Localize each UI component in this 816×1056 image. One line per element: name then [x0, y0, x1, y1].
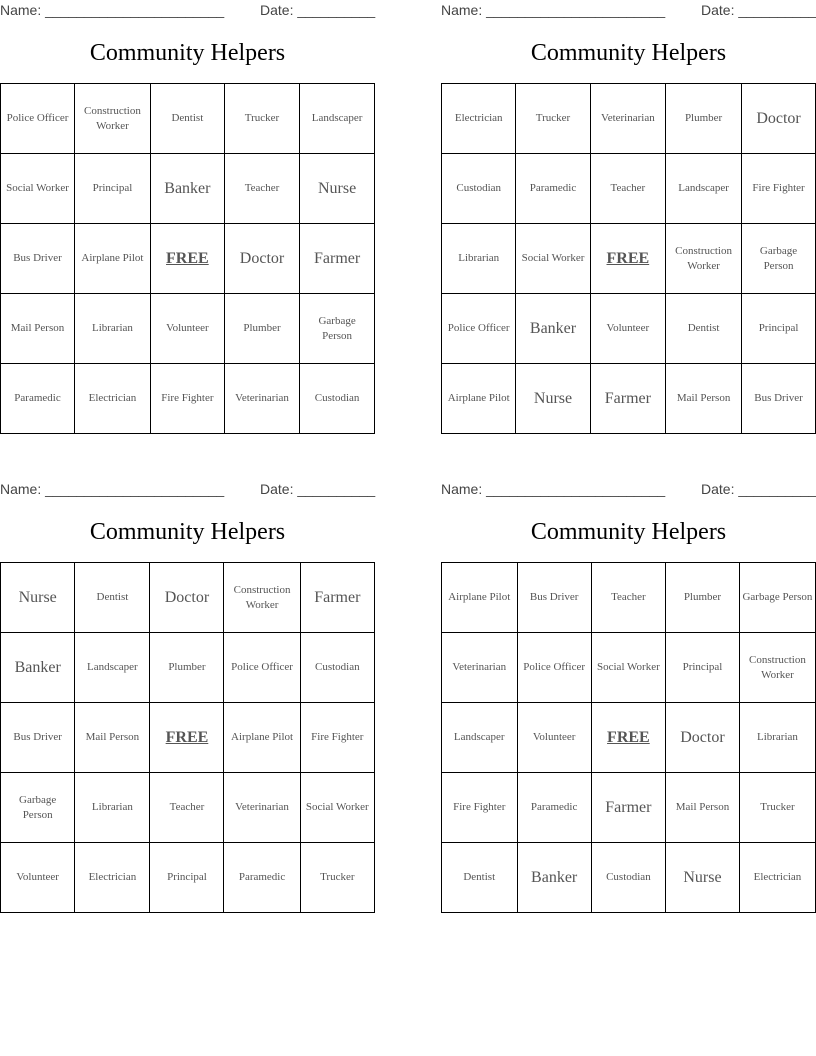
bingo-cell: Principal: [666, 633, 740, 703]
bingo-cell: Nurse: [1, 563, 75, 633]
name-field: Name: _______________________: [0, 481, 225, 497]
bingo-cell: Trucker: [516, 84, 590, 154]
bingo-row: [442, 563, 816, 633]
bingo-cell: Social Worker: [1, 154, 75, 224]
card-title: Community Helpers: [530, 40, 727, 66]
name-date-line: [0, 0, 375, 22]
bingo-cell: Custodian: [300, 633, 374, 703]
bingo-cell: Doctor: [666, 703, 740, 773]
bingo-row: [1, 563, 375, 633]
name-date-line: [441, 479, 816, 501]
bingo-cell: Doctor: [150, 563, 224, 633]
bingo-row: [1, 154, 375, 224]
bingo-cell: Veterinarian: [442, 633, 518, 703]
bingo-cell: Principal: [150, 843, 224, 913]
bingo-cell: Garbage Person: [742, 224, 816, 294]
bingo-row: [442, 633, 816, 703]
bingo-cell: Trucker: [224, 84, 299, 154]
bingo-cell: Landscaper: [300, 84, 375, 154]
bingo-cell: Custodian: [591, 843, 665, 913]
name-date-line: [441, 0, 816, 22]
bingo-cell: Police Officer: [442, 294, 516, 364]
bingo-cell: Fire Fighter: [300, 703, 374, 773]
bingo-row: [1, 633, 375, 703]
bingo-row: [442, 364, 816, 434]
bingo-grid: [0, 83, 375, 434]
bingo-row: [442, 773, 816, 843]
bingo-cell: Nurse: [300, 154, 375, 224]
bingo-row: [1, 703, 375, 773]
bingo-row: [1, 224, 375, 294]
card-title: Community Helpers: [89, 519, 286, 545]
bingo-cell: Dentist: [75, 563, 150, 633]
bingo-cell: Farmer: [300, 224, 375, 294]
bingo-cell: Paramedic: [517, 773, 591, 843]
bingo-cell: Airplane Pilot: [442, 364, 516, 434]
bingo-cell: Social Worker: [591, 633, 665, 703]
bingo-cell: Principal: [75, 154, 151, 224]
bingo-cell: Mail Person: [75, 703, 150, 773]
bingo-cell: Social Worker: [516, 224, 590, 294]
bingo-cell: Librarian: [75, 294, 151, 364]
bingo-cell: Teacher: [150, 773, 224, 843]
bingo-card-2: [441, 0, 816, 407]
bingo-cell: Electrician: [75, 364, 151, 434]
bingo-cell: Volunteer: [590, 294, 665, 364]
bingo-cell: Electrician: [739, 843, 815, 913]
bingo-cell: Fire Fighter: [150, 364, 224, 434]
bingo-cell: Farmer: [590, 364, 665, 434]
bingo-cell: Teacher: [590, 154, 665, 224]
bingo-card-4: [441, 479, 816, 886]
bingo-cell: Doctor: [742, 84, 816, 154]
bingo-cell: Volunteer: [517, 703, 591, 773]
bingo-row: [1, 294, 375, 364]
bingo-cell: Bus Driver: [1, 224, 75, 294]
bingo-cell: Mail Person: [1, 294, 75, 364]
bingo-cell: Custodian: [300, 364, 375, 434]
bingo-cell: Banker: [150, 154, 224, 224]
bingo-cell: Police Officer: [1, 84, 75, 154]
bingo-cell: Mail Person: [666, 773, 740, 843]
bingo-cell: Landscaper: [75, 633, 150, 703]
bingo-row: [442, 84, 816, 154]
bingo-cell: Construction Worker: [666, 224, 742, 294]
bingo-cell: Landscaper: [666, 154, 742, 224]
bingo-cell: Construction Worker: [75, 84, 151, 154]
bingo-cell: Plumber: [666, 563, 740, 633]
bingo-row: [442, 703, 816, 773]
bingo-grid: [441, 562, 816, 913]
bingo-row: [1, 84, 375, 154]
date-field: Date: __________: [701, 2, 816, 18]
bingo-cell: Construction Worker: [224, 563, 300, 633]
bingo-cell: Paramedic: [1, 364, 75, 434]
bingo-cell: Construction Worker: [739, 633, 815, 703]
free-space: FREE: [150, 224, 224, 294]
bingo-cell: Bus Driver: [1, 703, 75, 773]
bingo-card-3: [0, 479, 376, 883]
free-space: FREE: [150, 703, 224, 773]
bingo-cell: Plumber: [224, 294, 299, 364]
bingo-cell: Doctor: [224, 224, 299, 294]
bingo-cell: Veterinarian: [590, 84, 665, 154]
bingo-row: [442, 224, 816, 294]
bingo-row: [1, 843, 375, 913]
bingo-cell: Nurse: [516, 364, 590, 434]
card-title: Community Helpers: [89, 40, 286, 66]
date-field: Date: __________: [260, 2, 376, 18]
bingo-cell: Trucker: [739, 773, 815, 843]
date-field: Date: __________: [260, 481, 376, 497]
bingo-cell: Bus Driver: [517, 563, 591, 633]
bingo-cell: Dentist: [442, 843, 518, 913]
bingo-cell: Nurse: [666, 843, 740, 913]
bingo-cell: Trucker: [300, 843, 374, 913]
bingo-cell: Banker: [1, 633, 75, 703]
bingo-cell: Custodian: [442, 154, 516, 224]
bingo-cell: Fire Fighter: [442, 773, 518, 843]
bingo-cell: Mail Person: [666, 364, 742, 434]
bingo-cell: Fire Fighter: [742, 154, 816, 224]
bingo-cell: Librarian: [442, 224, 516, 294]
bingo-cell: Veterinarian: [224, 773, 300, 843]
bingo-cell: Garbage Person: [1, 773, 75, 843]
bingo-cell: Airplane Pilot: [75, 224, 151, 294]
bingo-cell: Plumber: [666, 84, 742, 154]
bingo-cell: Principal: [742, 294, 816, 364]
bingo-cell: Electrician: [442, 84, 516, 154]
bingo-cell: Veterinarian: [224, 364, 299, 434]
bingo-cell: Teacher: [591, 563, 665, 633]
bingo-grid: [441, 83, 816, 434]
name-field: Name: _______________________: [441, 2, 666, 18]
bingo-cell: Paramedic: [516, 154, 590, 224]
bingo-cell: Social Worker: [300, 773, 374, 843]
bingo-cell: Plumber: [150, 633, 224, 703]
bingo-row: [1, 364, 375, 434]
free-space: FREE: [590, 224, 665, 294]
bingo-cell: Farmer: [591, 773, 665, 843]
bingo-cell: Landscaper: [442, 703, 518, 773]
bingo-row: [1, 773, 375, 843]
bingo-cell: Paramedic: [224, 843, 300, 913]
bingo-cell: Electrician: [75, 843, 150, 913]
bingo-grid: [0, 562, 375, 913]
bingo-cell: Farmer: [300, 563, 374, 633]
bingo-cell: Teacher: [224, 154, 299, 224]
bingo-cell: Dentist: [666, 294, 742, 364]
bingo-row: [442, 294, 816, 364]
name-date-line: [0, 479, 375, 501]
bingo-cell: Volunteer: [1, 843, 75, 913]
bingo-cell: Police Officer: [517, 633, 591, 703]
name-field: Name: _______________________: [441, 481, 666, 497]
bingo-cell: Airplane Pilot: [224, 703, 300, 773]
bingo-cell: Banker: [517, 843, 591, 913]
bingo-cell: Garbage Person: [300, 294, 375, 364]
bingo-cell: Bus Driver: [742, 364, 816, 434]
bingo-cell: Librarian: [739, 703, 815, 773]
bingo-cell: Volunteer: [150, 294, 224, 364]
card-title: Community Helpers: [530, 519, 727, 545]
bingo-cell: Garbage Person: [739, 563, 815, 633]
bingo-card-1: [0, 0, 376, 404]
name-field: Name: _______________________: [0, 2, 225, 18]
bingo-cell: Police Officer: [224, 633, 300, 703]
bingo-cell: Banker: [516, 294, 590, 364]
bingo-row: [442, 154, 816, 224]
bingo-cell: Airplane Pilot: [442, 563, 518, 633]
date-field: Date: __________: [701, 481, 816, 497]
bingo-cell: Dentist: [150, 84, 224, 154]
bingo-cell: Librarian: [75, 773, 150, 843]
free-space: FREE: [591, 703, 665, 773]
bingo-row: [442, 843, 816, 913]
